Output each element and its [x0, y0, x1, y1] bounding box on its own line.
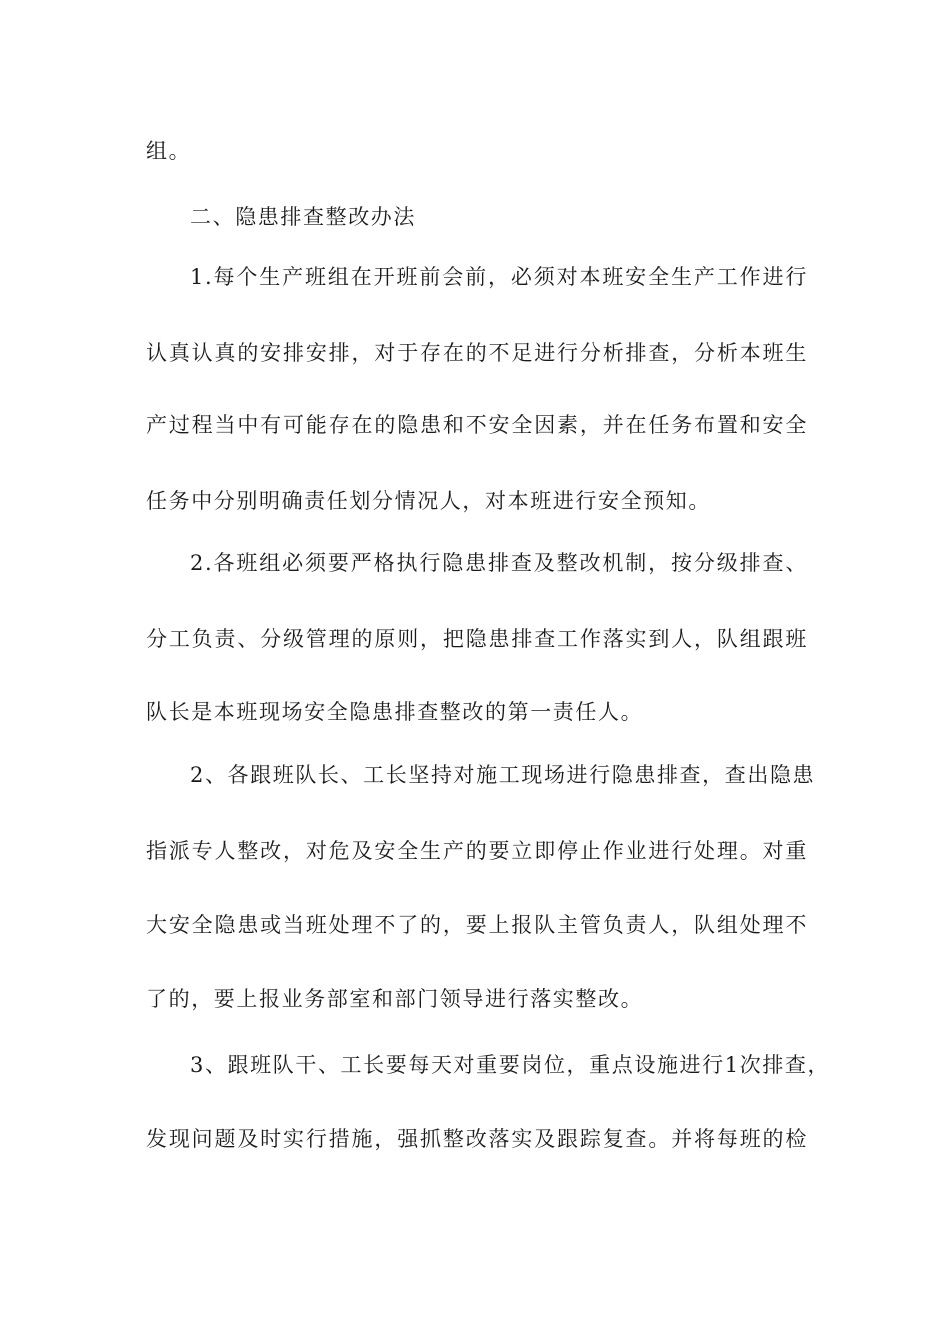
text-line-10: 2、各跟班队长、工长坚持对施工现场进行隐患排查，查出隐患 [190, 763, 816, 787]
section-heading: 二、隐患排查整改办法 [190, 205, 416, 229]
text-line-7: 2.各班组必须要严格执行隐患排查及整改机制，按分级排查、 [190, 551, 808, 575]
text-line-4: 认真认真的安排安排，对于存在的不足进行分析排查，分析本班生 [146, 341, 808, 365]
text-line-1: 组。 [146, 139, 192, 163]
text-line-13: 了的，要上报业务部室和部门领导进行落实整改。 [146, 987, 644, 1011]
text-line-9: 队长是本班现场安全隐患排查整改的第一责任人。 [146, 700, 644, 724]
text-line-12: 大安全隐患或当班处理不了的，要上报队主管负责人，队组处理不 [146, 913, 808, 937]
text-line-11: 指派专人整改，对危及安全生产的要立即停止作业进行处理。对重 [146, 839, 808, 863]
text-line-6: 任务中分别明确责任划分情况人，对本班进行安全预知。 [146, 489, 711, 513]
text-line-3: 1.每个生产班组在开班前会前，必须对本班安全生产工作进行 [190, 265, 808, 289]
text-line-8: 分工负责、分级管理的原则，把隐患排查工作落实到人，队组跟班 [146, 627, 808, 651]
text-line-14: 3、跟班队干、工长要每天对重要岗位，重点设施进行1次排查， [190, 1053, 831, 1077]
text-line-5: 产过程当中有可能存在的隐患和不安全因素，并在任务布置和安全 [146, 413, 808, 437]
text-line-15: 发现问题及时实行措施，强抓整改落实及跟踪复查。并将每班的检 [146, 1127, 808, 1151]
